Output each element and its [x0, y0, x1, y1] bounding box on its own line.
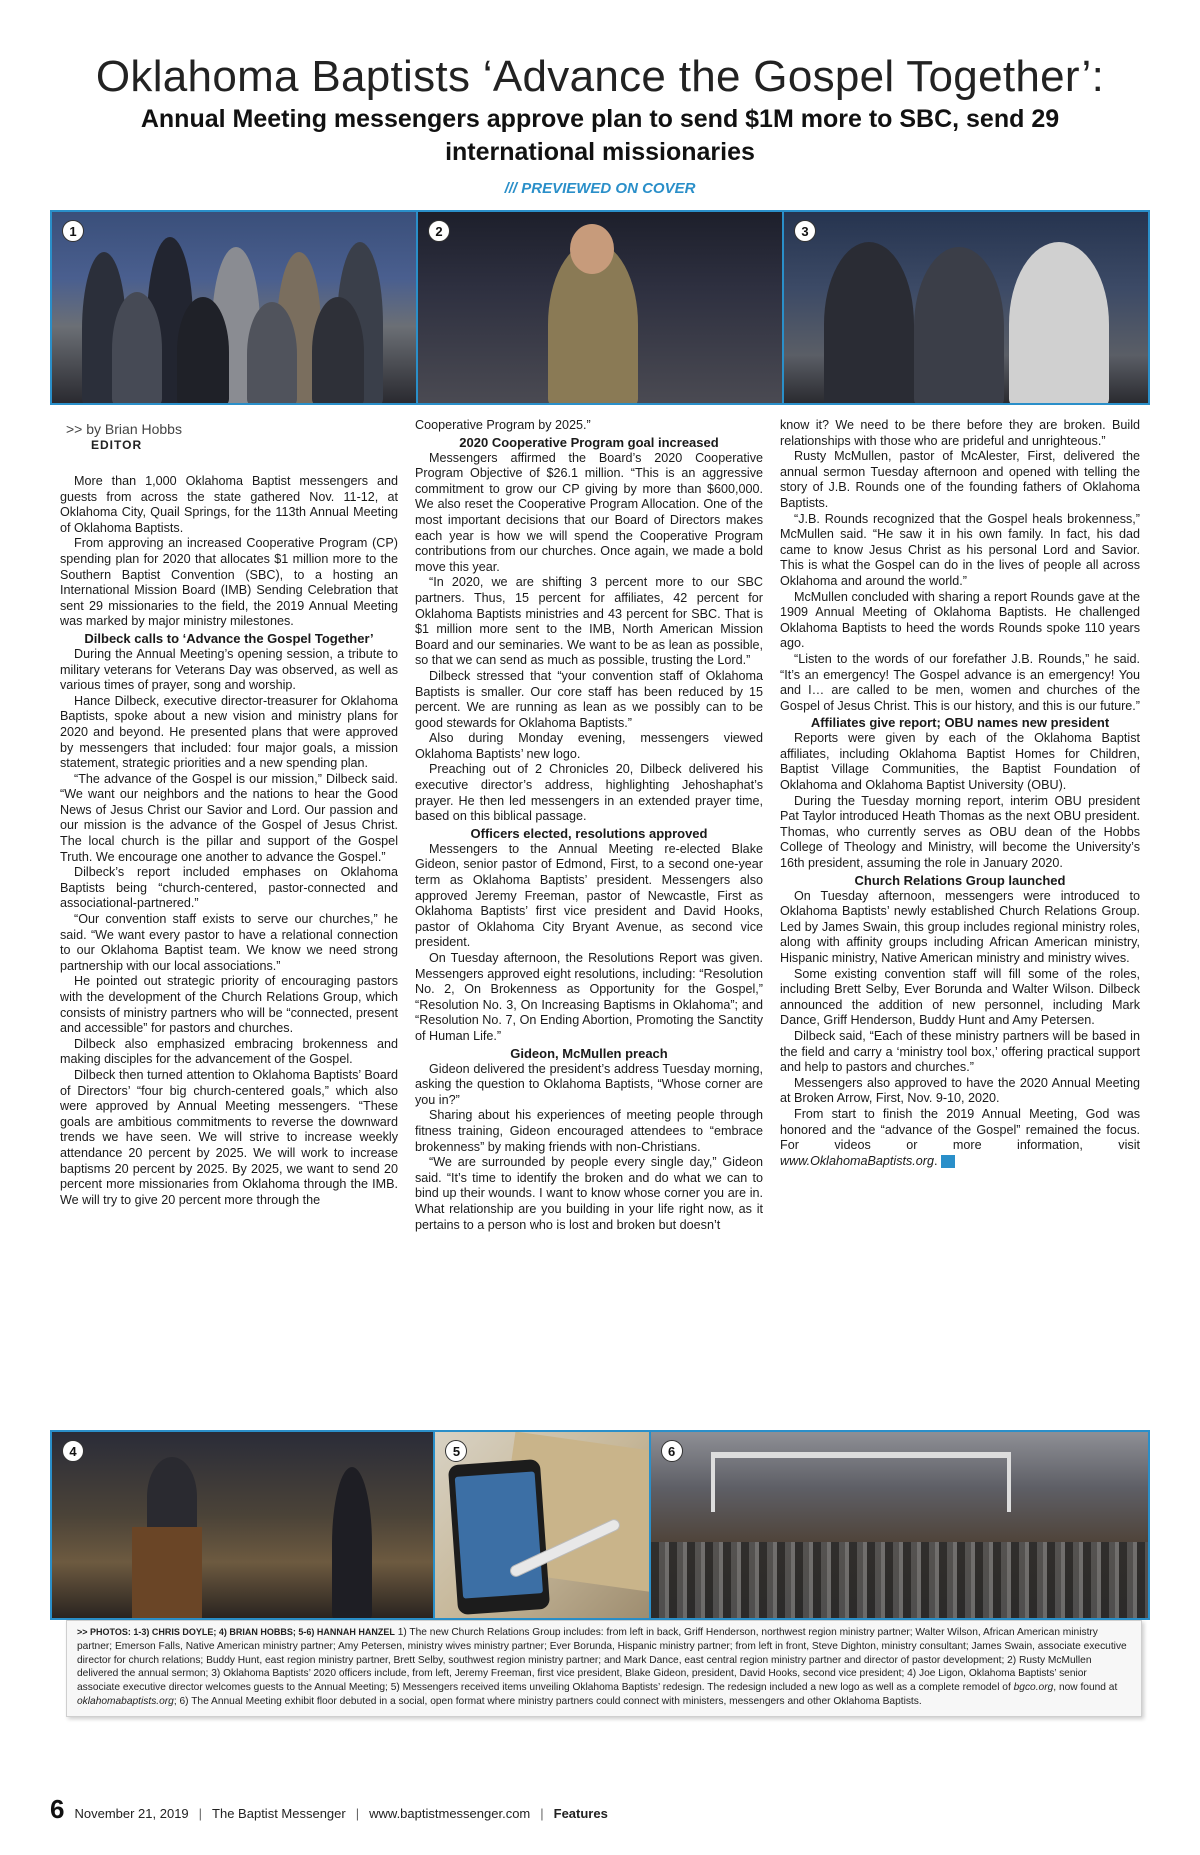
messenger-logo-icon: m [941, 1155, 955, 1168]
crowd-pattern [651, 1542, 1148, 1618]
officers-photo [784, 212, 1148, 403]
website-link[interactable]: www.OklahomaBaptists.org [780, 1153, 934, 1168]
paragraph: Also during Monday evening, messengers viewed Oklahoma Baptists’ new logo. [415, 731, 763, 761]
footer-separator: | [355, 1806, 360, 1821]
person-silhouette [112, 292, 162, 403]
section-heading: Church Relations Group launched [854, 872, 1066, 888]
photo-number-badge: 1 [62, 220, 84, 242]
person-silhouette [824, 242, 914, 403]
paragraph: During the Tuesday morning report, interim OBU president Pat Taylor introduced Heath Thomas as the next OBU president. Thomas, who currently serves as OBU dean of the Hobbs College of Theology and Ministry, will become the University’s 16th president, assuming the role in January 2020. [780, 793, 1140, 871]
group-photo [52, 212, 416, 403]
photo-number-badge: 5 [445, 1440, 467, 1462]
section-heading: Dilbeck calls to ‘Advance the Gospel Together’ [84, 630, 374, 646]
paragraph: Messengers affirmed the Board’s 2020 Cooperative Program Objective of $26.1 million. “This is an aggressive commitment to grow our CP giving by more than $600,000. We also reset the Cooperative Program Allocation. One of the most important decisions that our Board of Directors makes each year is how we will spend the Cooperative Program contributions from our churches. Once again, we made a bold move this year. [415, 450, 763, 574]
article-column-2 [415, 418, 763, 1233]
paragraph: During the Annual Meeting’s opening session, a tribute to military veterans for Veterans Day was observed, as well as various times of prayer, song and worship. [60, 646, 398, 693]
footer-publication: The Baptist Messenger [212, 1806, 346, 1821]
truss-post [1007, 1452, 1011, 1512]
paragraph: Rusty McMullen, pastor of McAlester, First, delivered the annual sermon Tuesday afternoon and opened with telling the story of J.B. Rounds one of the founding fathers of Oklahoma Baptists. [780, 449, 1140, 510]
paragraph: Dilbeck stressed that “your convention staff of Oklahoma Baptists is smaller. Our core staff has been reduced by 15 percent. We are running as lean as we possibly can to be good stewards for Oklahoma Baptists.” [415, 668, 763, 730]
caption-site-new: oklahomabaptists.org [77, 1695, 174, 1707]
caption-text: 1) The new Church Relations Group includes: from left in back, Griff Henderson, northwest region ministry partner; Walter Wilson, African American ministry partner; Emerson Falls, Native American ministry partner; Amy Petersen, ministry wives ministry partner; Ever Borunda, Hispanic ministry partner; from left in front, Steve Dighton, ministry consultant; James Swain, associate executive director for church relations; Buddy Hunt, east region ministry partner, Brett Selby, southwest region ministry partner; and Mark Dance, east central region ministry partner and director of pastor development; 2) Rusty McMullen delivered the annual sermon; 3) Oklahoma Baptists’ 2020 officers include, from left, Jeremy Freeman, first vice president, Blake Gideon, president, David Hooks, second vice president; 4) Joe Ligon, Oklahoma Baptists’ senior associate executive director welcomes guests to the Annual Meeting; 5) Messengers received items unveiling Oklahoma Baptists’ redesign. The redesign included a new logo as well as a complete remodel of [77, 1627, 1127, 1694]
paragraph: Preaching out of 2 Chronicles 20, Dilbeck delivered his executive director’s address, highlighting Jehoshaphat’s prayer. He then led messengers in an extended prayer time, based on this biblical passage. [415, 762, 763, 824]
paragraph: More than 1,000 Oklahoma Baptist messengers and guests from across the state gathered Nov. 11-12, at Oklahoma City, Quail Springs, for the 113th Annual Meeting of Oklahoma Baptists. [60, 474, 398, 535]
photo-caption [66, 1620, 1142, 1717]
paragraph: Dilbeck said, “Each of these ministry partners will be based in the field and carry a ‘ministry tool box,’ offering practical support and help to pastors and churches.” [780, 1028, 1140, 1075]
truss-beam [711, 1452, 1011, 1458]
paragraph: From approving an increased Cooperative Program (CP) spending plan for 2020 that allocates $1 million more to the Southern Baptist Convention (SBC), to a hosting an International Mission Board (IMB) Sending Celebration that sent 29 missionaries to the field, the 2019 Annual Meeting was marked by major ministry milestones. [60, 536, 398, 629]
paragraph: McMullen concluded with sharing a report Rounds gave at the 1909 Annual Meeting of Oklahoma Baptists. He challenged Oklahoma Baptists to heed the words Rounds spoke 110 years ago. [780, 589, 1140, 651]
byline: >> by Brian Hobbs [66, 421, 182, 437]
footer-date: November 21, 2019 [74, 1806, 189, 1821]
footer-section: Features [553, 1806, 608, 1821]
paragraph: “We are surrounded by people every single day,” Gideon said. “It’s time to identify the broken and do what we can to bind up their wounds. I want to know whose corner you are in. What relationship are you building in your life right now, as it pertains to a person who is lost and broken but doesn’t [415, 1155, 763, 1232]
paragraph: “The advance of the Gospel is our mission,” Dilbeck said. “We want our neighbors and the nations to hear the Good News of Jesus Christ our Savior and Lord. Our passion and our mission is the advance of the Gospel of Jesus Christ. The local church is the pillar and support of the Gospel Truth. We encourage one another to advance the Gospel.” [60, 771, 398, 864]
person-silhouette [177, 297, 229, 403]
phone-shape [448, 1459, 550, 1615]
section-heading: Officers elected, resolutions approved [470, 825, 708, 841]
paragraph: Dilbeck also emphasized embracing brokenness and making disciples for the advancement of the Gospel. [60, 1036, 398, 1067]
article-column-1 [60, 474, 398, 1208]
closing-period: . [933, 1153, 938, 1168]
photo-credit: >> PHOTOS: 1-3) CHRIS DOYLE; 4) BRIAN HOBBS; 5-6) HANNAH HANZEL [77, 1627, 395, 1637]
page-footer [50, 1794, 608, 1825]
person-silhouette [332, 1467, 372, 1618]
section-heading: Gideon, McMullen preach [510, 1045, 668, 1061]
speaker-head [570, 224, 614, 274]
footer-separator: | [540, 1806, 544, 1821]
paragraph: Messengers to the Annual Meeting re-elected Blake Gideon, senior pastor of Edmond, First, to a second one-year term as Oklahoma Baptists’ president. Messengers also approved Jeremy Freeman, pastor of Newcastle, First as Oklahoma Baptists’ first vice president and David Hooks, pastor of Oklahoma City Bryant Avenue, as second vice president. [415, 841, 763, 950]
closing-text: From start to finish the 2019 Annual Meeting, God was honored and the “advance of the Gospel” remained the focus. For videos or more information, visit [780, 1106, 1140, 1153]
closing-paragraph [780, 1107, 1140, 1169]
paragraph: “Our convention staff exists to serve our churches,” he said. “We want every pastor to have a relational connection to our Oklahoma Baptist team. We know we need strong partnership with our local associations.” [60, 912, 398, 973]
pulpit-shape [132, 1527, 202, 1618]
paragraph: Gideon delivered the president’s address Tuesday morning, asking the question to Oklahoma Baptists, “Whose corner are you in?” [415, 1061, 763, 1107]
phone-screen [455, 1471, 543, 1598]
paragraph: He pointed out strategic priority of encouraging pastors with the development of the Church Relations Group, which consists of ministry partners who will be “connected, present and accessible” for pastors and churches. [60, 974, 398, 1036]
speaker-silhouette [147, 1457, 197, 1537]
paragraph: On Tuesday afternoon, messengers were introduced to Oklahoma Baptists’ newly established Church Relations Group. Led by James Swain, this group includes regional ministry roles, along with affinity groups including African American ministry, Hispanic ministry, Native American ministry and ministry wives. [780, 888, 1140, 965]
footer-separator: | [198, 1806, 203, 1821]
caption-text: , now found at [1053, 1682, 1118, 1694]
paragraph: “Listen to the words of our forefather J.B. Rounds,” he said. “It’s an emergency! The Gospel advance is an emergency! You and I… are called to be men, women and churches of the Gospel of Jesus Christ. This is our history, and this is our future.” [780, 651, 1140, 713]
headline: Oklahoma Baptists ‘Advance the Gospel Together’: [95, 52, 1105, 101]
paragraph: Sharing about his experiences of meeting people through fitness training, Gideon encouraged attendees to “embrace brokenness” by making friends with non-Christians. [415, 1108, 763, 1154]
caption-text: ; 6) The Annual Meeting exhibit floor debuted in a social, open format where ministry partners could connect with ministers, messengers and other Oklahoma Baptists. [173, 1695, 922, 1707]
paragraph: “In 2020, we are shifting 3 percent more to our SBC partners. Thus, 15 percent for affiliates, 42 percent for Oklahoma Baptists ministries and 43 percent for SBC. That is $1 million more sent to the IMB, North American Mission Board and our seminaries. We want to be as lean as possible, so that we can send as much as possible, trusting the Lord.” [415, 575, 763, 668]
paragraph: Messengers also approved to have the 2020 Annual Meeting at Broken Arrow, First, Nov. 9-10, 2020. [780, 1075, 1140, 1106]
speaker-photo [418, 212, 782, 403]
paragraph: Dilbeck’s report included emphases on Oklahoma Baptists being “church-centered, pastor-connected and associational-partnered.” [60, 865, 398, 911]
section-heading: Affiliates give report; OBU names new president [810, 715, 1110, 731]
photo-number-badge: 2 [428, 220, 450, 242]
truss-post [711, 1452, 715, 1512]
paragraph: “J.B. Rounds recognized that the Gospel heals brokenness,” McMullen said. “He saw it in his own family. In fact, his dad came to know Jesus Christ as his personal Lord and Savior. This is what the Gospel can do in the lives of people all across Oklahoma and around the world.” [780, 511, 1140, 588]
person-silhouette [312, 297, 364, 403]
exhibit-floor-photo [651, 1432, 1148, 1618]
person-silhouette [247, 302, 297, 403]
footer-website[interactable]: www.baptistmessenger.com [369, 1806, 531, 1821]
byline-role: EDITOR [91, 438, 143, 452]
logo-items-photo [435, 1432, 648, 1618]
article-column-3 [780, 418, 1140, 1169]
paragraph: Dilbeck then turned attention to Oklahoma Baptists’ Board of Directors’ “four big church-centered goals,” which also were approved by Annual Meeting messengers. “These goals are ambitious commitments to reverse the downward trends we have seen. We will strive to increase weekly attendance 20 percent by 2025. We will work to increase baptisms 20 percent by 2025. By 2025, we want to send 20 percent more missionaries from Oklahoma through the IMB. We will try to give 20 percent more through the [60, 1067, 398, 1207]
paragraph: Reports were given by each of the Oklahoma Baptist affiliates, including Oklahoma Baptist Homes for Children, Baptist Village Communities, the Baptist Foundation of Oklahoma and Oklahoma Baptist University (OBU). [780, 731, 1140, 793]
paragraph: Some existing convention staff will fill some of the roles, including Brett Selby, Ever Borunda and Walter Wilson. Dilbeck announced the addition of new personnel, including Mark Dance, Griff Henderson, Buddy Hunt and Amy Petersen. [780, 966, 1140, 1028]
person-silhouette [914, 247, 1004, 403]
paragraph: Hance Dilbeck, executive director-treasurer for Oklahoma Baptists, spoke about a new vision and ministry plans for 2020 and beyond. He presented plans that were approved by messengers that included: four major goals, a mission statement, strategic priorities and a new spending plan. [60, 693, 398, 771]
page-number: 6 [50, 1794, 65, 1824]
caption-site-old: bgco.org [1013, 1682, 1054, 1694]
photo-number-badge: 6 [661, 1440, 683, 1462]
pulpit-photo [52, 1432, 433, 1618]
subheadline: Annual Meeting messengers approve plan to send $1M more to SBC, send 29 international missionaries [140, 105, 1060, 166]
paragraph: Cooperative Program by 2025.” [415, 418, 591, 432]
paragraph: know it? We need to be there before they are broken. Build relationships with those who are prideful and unrighteous.” [780, 418, 1140, 448]
photo-number-badge: 4 [62, 1440, 84, 1462]
previewed-on-cover-tag: /// PREVIEWED ON COVER [504, 180, 696, 197]
top-photo-strip [50, 210, 1150, 405]
person-silhouette [1009, 242, 1109, 403]
bottom-photo-strip [50, 1430, 1150, 1620]
photo-number-badge: 3 [794, 220, 816, 242]
paragraph: On Tuesday afternoon, the Resolutions Report was given. Messengers approved eight resolutions, including: “Resolution No. 2, On Brokenness as Opportunity for the Gospel,” “Resolution No. 3, On Increasing Baptisms in Oklahoma”; and “Resolution No. 7, On Ending Abortion, Promoting the Sanctity of Human Life.” [415, 951, 763, 1043]
section-heading: 2020 Cooperative Program goal increased [459, 434, 719, 450]
